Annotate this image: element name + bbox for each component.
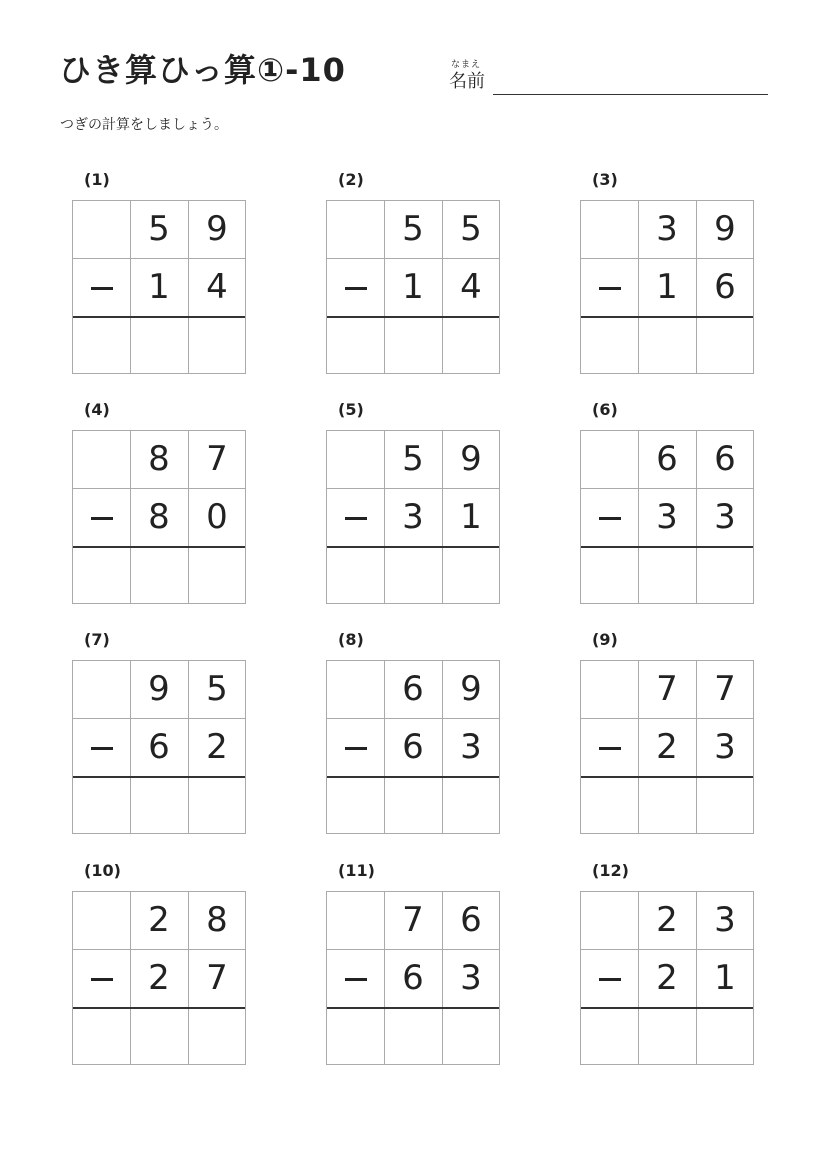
answer-cell[interactable]: [384, 1008, 442, 1066]
answer-cell[interactable]: [188, 1008, 246, 1066]
minuend-ones-digit: 6: [460, 900, 482, 940]
subtrahend-tens-digit: 2: [656, 727, 678, 767]
problem-number-label: (5): [338, 400, 364, 419]
problem-number-label: (12): [592, 861, 629, 880]
subtrahend-ones-digit: 3: [460, 958, 482, 998]
minuend-ones-digit: 6: [714, 439, 736, 479]
answer-cell[interactable]: [638, 777, 696, 835]
answer-cell[interactable]: [384, 547, 442, 605]
subtraction-grid: [326, 430, 500, 604]
answer-cell[interactable]: [130, 1008, 188, 1066]
answer-cell[interactable]: [638, 547, 696, 605]
subtraction-grid: [72, 660, 246, 834]
minuend-tens-digit: 9: [148, 669, 170, 709]
subtrahend-ones-digit: 4: [460, 267, 482, 307]
minuend-ones-digit: 7: [206, 439, 228, 479]
subtrahend-tens-digit: 1: [402, 267, 424, 307]
problem-number-label: (10): [84, 861, 121, 880]
answer-cell[interactable]: [72, 317, 130, 375]
answer-cell[interactable]: [326, 547, 384, 605]
answer-cell[interactable]: [442, 1008, 500, 1066]
answer-cell[interactable]: [130, 317, 188, 375]
subtrahend-tens-digit: 2: [656, 958, 678, 998]
answer-cell[interactable]: [580, 777, 638, 835]
answer-cell[interactable]: [326, 777, 384, 835]
subtrahend-tens-digit: 6: [402, 958, 424, 998]
minus-sign-icon: [599, 978, 621, 981]
minus-sign-icon: [345, 287, 367, 290]
minuend-tens-digit: 2: [148, 900, 170, 940]
subtraction-grid: [580, 891, 754, 1065]
subtrahend-tens-digit: 3: [656, 497, 678, 537]
minus-sign-icon: [91, 287, 113, 290]
subtrahend-ones-digit: 3: [714, 497, 736, 537]
minuend-tens-digit: 5: [402, 209, 424, 249]
answer-cell[interactable]: [442, 547, 500, 605]
minus-sign-icon: [599, 747, 621, 750]
subtrahend-ones-digit: 7: [206, 958, 228, 998]
name-label: 名前: [449, 71, 485, 92]
answer-cell[interactable]: [384, 317, 442, 375]
answer-cell[interactable]: [442, 777, 500, 835]
answer-cell[interactable]: [696, 547, 754, 605]
problem-number-label: (3): [592, 170, 618, 189]
name-write-line[interactable]: [493, 94, 768, 95]
minus-sign-icon: [91, 747, 113, 750]
subtrahend-tens-digit: 6: [148, 727, 170, 767]
subtrahend-ones-digit: 3: [714, 727, 736, 767]
answer-cell[interactable]: [580, 547, 638, 605]
problem-number-label: (4): [84, 400, 110, 419]
name-field: [448, 60, 768, 98]
subtrahend-tens-digit: 2: [148, 958, 170, 998]
worksheet-title: ひき算ひっ算①-10: [59, 51, 346, 89]
minuend-tens-digit: 2: [656, 900, 678, 940]
subtrahend-ones-digit: 2: [206, 727, 228, 767]
minuend-ones-digit: 7: [714, 669, 736, 709]
problem-number-label: (6): [592, 400, 618, 419]
minus-sign-icon: [91, 517, 113, 520]
answer-cell[interactable]: [130, 547, 188, 605]
problem-number-label: (1): [84, 170, 110, 189]
problem-number-label: (11): [338, 861, 375, 880]
answer-cell[interactable]: [326, 317, 384, 375]
subtrahend-tens-digit: 6: [402, 727, 424, 767]
subtraction-grid: [580, 660, 754, 834]
minuend-ones-digit: 5: [460, 209, 482, 249]
answer-cell[interactable]: [72, 1008, 130, 1066]
subtraction-grid: [580, 200, 754, 374]
subtrahend-ones-digit: 6: [714, 267, 736, 307]
minus-sign-icon: [345, 517, 367, 520]
minuend-tens-digit: 5: [148, 209, 170, 249]
minuend-ones-digit: 9: [714, 209, 736, 249]
minuend-tens-digit: 5: [402, 439, 424, 479]
answer-cell[interactable]: [696, 777, 754, 835]
minuend-ones-digit: 5: [206, 669, 228, 709]
subtraction-grid: [326, 200, 500, 374]
answer-cell[interactable]: [442, 317, 500, 375]
answer-cell[interactable]: [326, 1008, 384, 1066]
answer-cell[interactable]: [696, 317, 754, 375]
subtraction-grid: [580, 430, 754, 604]
subtraction-grid: [326, 891, 500, 1065]
name-ruby: なまえ: [451, 60, 482, 70]
minuend-ones-digit: 8: [206, 900, 228, 940]
instruction-text: つぎの計算をしましょう。: [60, 117, 228, 133]
minuend-tens-digit: 6: [656, 439, 678, 479]
minus-sign-icon: [91, 978, 113, 981]
minuend-ones-digit: 9: [460, 669, 482, 709]
minuend-tens-digit: 7: [402, 900, 424, 940]
subtrahend-ones-digit: 4: [206, 267, 228, 307]
answer-cell[interactable]: [72, 777, 130, 835]
subtrahend-tens-digit: 3: [402, 497, 424, 537]
answer-cell[interactable]: [580, 317, 638, 375]
minus-sign-icon: [599, 287, 621, 290]
answer-cell[interactable]: [638, 317, 696, 375]
problem-number-label: (9): [592, 630, 618, 649]
subtraction-grid: [326, 660, 500, 834]
subtrahend-tens-digit: 1: [656, 267, 678, 307]
problem-number-label: (8): [338, 630, 364, 649]
answer-cell[interactable]: [188, 317, 246, 375]
answer-cell[interactable]: [72, 547, 130, 605]
minuend-ones-digit: 9: [460, 439, 482, 479]
answer-cell[interactable]: [638, 1008, 696, 1066]
minuend-tens-digit: 8: [148, 439, 170, 479]
subtrahend-tens-digit: 8: [148, 497, 170, 537]
minuend-ones-digit: 9: [206, 209, 228, 249]
answer-cell[interactable]: [580, 1008, 638, 1066]
minuend-ones-digit: 3: [714, 900, 736, 940]
answer-cell[interactable]: [188, 547, 246, 605]
answer-cell[interactable]: [384, 777, 442, 835]
subtrahend-ones-digit: 3: [460, 727, 482, 767]
subtrahend-ones-digit: 0: [206, 497, 228, 537]
minuend-tens-digit: 7: [656, 669, 678, 709]
subtrahend-tens-digit: 1: [148, 267, 170, 307]
answer-cell[interactable]: [130, 777, 188, 835]
subtraction-grid: [72, 430, 246, 604]
minuend-tens-digit: 6: [402, 669, 424, 709]
minus-sign-icon: [345, 978, 367, 981]
minus-sign-icon: [345, 747, 367, 750]
answer-cell[interactable]: [696, 1008, 754, 1066]
minuend-tens-digit: 3: [656, 209, 678, 249]
problem-number-label: (2): [338, 170, 364, 189]
subtrahend-ones-digit: 1: [714, 958, 736, 998]
minus-sign-icon: [599, 517, 621, 520]
problem-number-label: (7): [84, 630, 110, 649]
subtraction-grid: [72, 891, 246, 1065]
subtraction-grid: [72, 200, 246, 374]
subtrahend-ones-digit: 1: [460, 497, 482, 537]
answer-cell[interactable]: [188, 777, 246, 835]
